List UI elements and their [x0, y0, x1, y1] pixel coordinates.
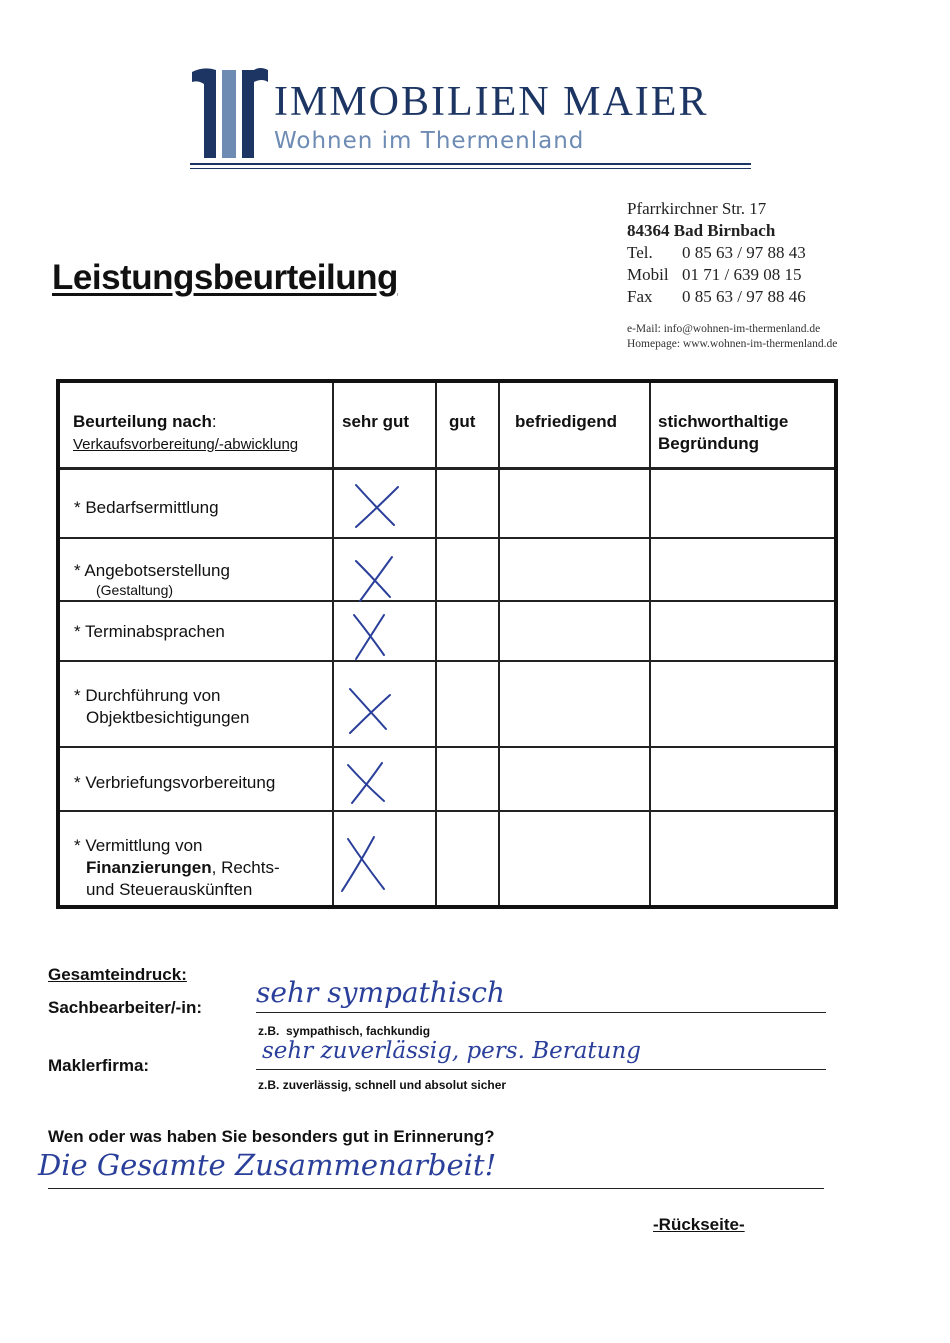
- col-header-gut: gut: [449, 412, 476, 431]
- criteria-title: Beurteilung nach: [73, 412, 212, 431]
- criterion-row: * Bedarfsermittlung: [74, 498, 219, 517]
- begruendung-line-2: Begründung: [658, 434, 760, 453]
- criterion-label: * Angebotserstellung: [74, 561, 230, 580]
- overall-heading: Gesamteindruck:: [48, 965, 187, 984]
- x-mark-icon: [342, 683, 396, 737]
- col-header-criteria: [73, 411, 298, 456]
- col-header-begruendung: [658, 411, 788, 455]
- criterion-label-bold: Finanzierungen: [86, 858, 212, 877]
- criterion-label: * Vermittlung von: [74, 836, 203, 855]
- firm-hint: [258, 1078, 506, 1092]
- x-mark-icon: [340, 757, 394, 811]
- x-mark-icon: [336, 833, 396, 893]
- tel-value: 0 85 63 / 97 88 43: [682, 243, 806, 262]
- criterion-row: [74, 685, 250, 729]
- col-divider: [332, 383, 334, 905]
- fax-label: Fax: [627, 287, 653, 306]
- rating-table: [56, 379, 838, 909]
- criterion-note: (Gestaltung): [96, 582, 174, 598]
- logo-mark-icon: [190, 64, 270, 160]
- criterion-row: * Verbriefungsvorbereitung: [74, 773, 276, 792]
- email: e-Mail: info@wohnen-im-thermenland.de: [627, 323, 821, 335]
- homepage: Homepage: www.wohnen-im-thermenland.de: [627, 338, 838, 350]
- row-divider: [60, 600, 834, 602]
- criterion-row: [74, 560, 230, 598]
- city: 84364 Bad Birnbach: [627, 221, 776, 240]
- begruendung-line-1: stichworthaltige: [658, 412, 789, 431]
- back-page-note: -Rückseite-: [653, 1215, 745, 1234]
- criterion-label-cont: Objektbesichtigungen: [86, 708, 250, 727]
- page-title: Leistungsbeurteilung: [52, 258, 398, 297]
- x-mark-icon: [348, 477, 402, 531]
- street: Pfarrkirchner Str. 17: [627, 199, 767, 218]
- col-divider: [435, 383, 437, 905]
- agent-hint-prefix: z.B.: [258, 1024, 280, 1038]
- agent-hint-text: sympathisch, fachkundig: [286, 1024, 431, 1038]
- header-divider: [60, 467, 834, 470]
- row-divider: [60, 746, 834, 748]
- firm-hint-text: zuverlässig, schnell und absolut sicher: [282, 1078, 507, 1092]
- memory-answer-handwriting: Die Gesamte Zusammenarbeit!: [38, 1148, 497, 1182]
- firm-hint-prefix: z.B.: [258, 1078, 280, 1092]
- firm-line: [256, 1069, 826, 1070]
- mobil-value: 01 71 / 639 08 15: [682, 265, 802, 284]
- criterion-label-rest: , Rechts-: [211, 858, 280, 877]
- row-divider: [60, 660, 834, 662]
- phone-line: [627, 242, 806, 264]
- row-divider: [60, 810, 834, 812]
- agent-label: Sachbearbeiter/-in:: [48, 998, 202, 1017]
- firm-handwriting: sehr zuverlässig, pers. Beratung: [262, 1038, 642, 1064]
- answer-line: [48, 1188, 824, 1189]
- memory-question: Wen oder was haben Sie besonders gut in Erinnerung?: [48, 1127, 495, 1146]
- logo-rule: [190, 163, 751, 165]
- criterion-label-cont: [74, 857, 280, 879]
- row-divider: [60, 537, 834, 539]
- fax-line: [627, 286, 806, 308]
- agent-hint: [258, 1024, 430, 1038]
- criteria-colon: :: [211, 412, 217, 431]
- x-mark-icon: [346, 551, 400, 605]
- col-divider: [498, 383, 500, 905]
- col-header-sehr-gut: sehr gut: [342, 412, 410, 431]
- criterion-label: * Durchführung von: [74, 686, 221, 705]
- mobile-line: [627, 264, 806, 286]
- contact-block: [627, 322, 837, 352]
- agent-handwriting: sehr sympathisch: [256, 976, 505, 1009]
- fax-value: 0 85 63 / 97 88 46: [682, 287, 806, 306]
- criterion-row: [74, 835, 280, 901]
- address-block: [627, 198, 806, 308]
- logo-title: IMMOBILIEN MAIER: [274, 79, 709, 125]
- criteria-subtitle: Verkaufsvorbereitung/-abwicklung: [73, 436, 299, 453]
- tel-label: Tel.: [627, 243, 653, 262]
- col-header-befriedigend: befriedigend: [515, 412, 618, 431]
- criterion-row: * Terminabsprachen: [74, 622, 225, 641]
- mobil-label: Mobil: [627, 265, 669, 284]
- logo-rule-thin: [190, 168, 751, 169]
- x-mark-icon: [344, 607, 398, 661]
- logo-subtitle: Wohnen im Thermenland: [274, 128, 585, 154]
- firm-label: Maklerfirma:: [48, 1056, 150, 1075]
- agent-line: [256, 1012, 826, 1013]
- criterion-label-cont: und Steuerauskünften: [86, 880, 253, 899]
- col-divider: [649, 383, 651, 905]
